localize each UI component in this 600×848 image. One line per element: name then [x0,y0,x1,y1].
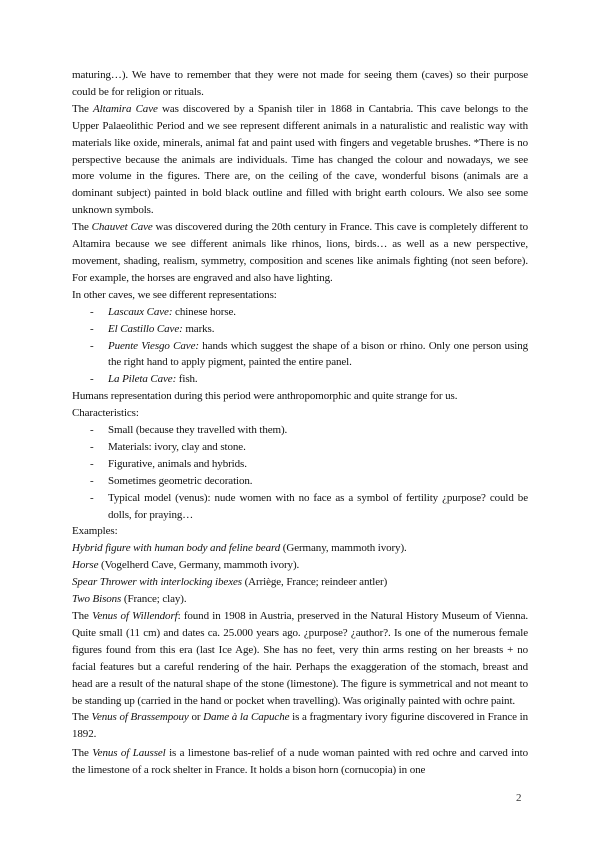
list-item: - Figurative, animals and hybrids. [90,456,528,473]
list-item: - Puente Viesgo Cave: hands which suggest the shape of a bison or rhino. Only one person using the right hand to apply pigment, painted the entire panel. [90,338,528,372]
characteristics-list [72,422,528,523]
willendorf-paragraph: The Venus of Willendorf: found in 1908 in Austria, preserved in the Natural History Museum of Vienna. Quite small (11 cm) and dates ca. 25.000 years ago. ¿purpose? ¿author?. Is one of the numerous female figures found from this era (last Ice Age). She has no feet, very thin arms resting on her breasts + no facial features but a careful rendering of the hair. Perhaps the exaggeration of the stomach, breast and head are a result of the natural shape of the stone (limestone). The figure is symmetrical and not meant to be standing up (carried in the hand or pocket when travelling). Was originally painted with ochre paint. [72,610,529,707]
other-caves-list [72,304,528,389]
altamira-paragraph: The Altamira Cave was discovered by a Spanish tiler in 1868 in Cantabria. This cave belongs to the Upper Palaeolithic Period and we see represent different animals in a naturalistic and realistic way with materials like oxide, minerals, animal fat and paint used with fingers and vegetable brushes. *There is no perspective because the animals are individuals. Time has changed the colour and nowadays, we see more volume in the figures. There are, on the ceiling of the cave, wonderful bisons (animals are a dominant subject) painted in bold black outline and filled with bright earth colours. We also see some unknown symbols. [72,102,528,217]
chauvet-title: Chauvet Cave [91,221,153,234]
willendorf-title: Venus of Willendorf [92,610,178,622]
list-item: - La Pileta Cave: fish. [90,371,528,388]
laussel-paragraph: The Venus of Laussel is a limestone bas-relief of a nude woman painted with red ochre and carved into the limestone of a rock shelter in France. It holds a bison horn (cornucopia) in one [72,747,528,777]
examples-label: Examples: [72,525,118,538]
characteristics-label: Characteristics: [72,407,139,420]
laussel-title: Venus of Laussel [92,747,166,760]
example-item: Horse (Vogelherd Cave, Germany, mammoth ivory). [72,559,300,572]
humans-paragraph: Humans representation during this period were anthropomorphic and quite strange for us. [72,390,458,403]
list-item: - Materials: ivory, clay and stone. [90,439,528,456]
list-item: - Sometimes geometric decoration. [90,473,528,490]
list-item: - Small (because they travelled with them). [90,422,528,439]
list-item: - El Castillo Cave: marks. [90,321,528,338]
example-item: Hybrid figure with human body and feline beard (Germany, mammoth ivory). [72,542,407,555]
chauvet-paragraph: The Chauvet Cave was discovered during the 20th century in France. This cave is completely different to Altamira because we see different animals like rhinos, lions, birds… as well as a new perspective, movement, shading, realism, symmetry, composition and scenes like animals fighting (not seen before). For example, the horses are engraved and also have lighting. [72,221,528,284]
page-number: 2 [516,792,522,804]
example-item: Spear Thrower with interlocking ibexes (Arriège, France; reindeer antler) [72,576,388,589]
intro-paragraph: maturing…). We have to remember that they were not made for seeing them (caves) so their purpose could be for religion or rituals. [72,69,528,98]
list-item: - Lascaux Cave: chinese horse. [90,304,528,321]
brassempouy-paragraph: The Venus of Brassempouy or Dame à la Capuche is a fragmentary ivory figurine discovered in France in 1892. [72,711,528,741]
other-caves-intro: In other caves, we see different representations: [72,288,277,301]
list-item: - Typical model (venus): nude women with no face as a symbol of fertility ¿purpose? could be dolls, for praying… [90,490,528,524]
example-item: Two Bisons (France; clay). [72,593,187,606]
page-body [72,67,528,779]
altamira-title: Altamira Cave [93,102,158,115]
